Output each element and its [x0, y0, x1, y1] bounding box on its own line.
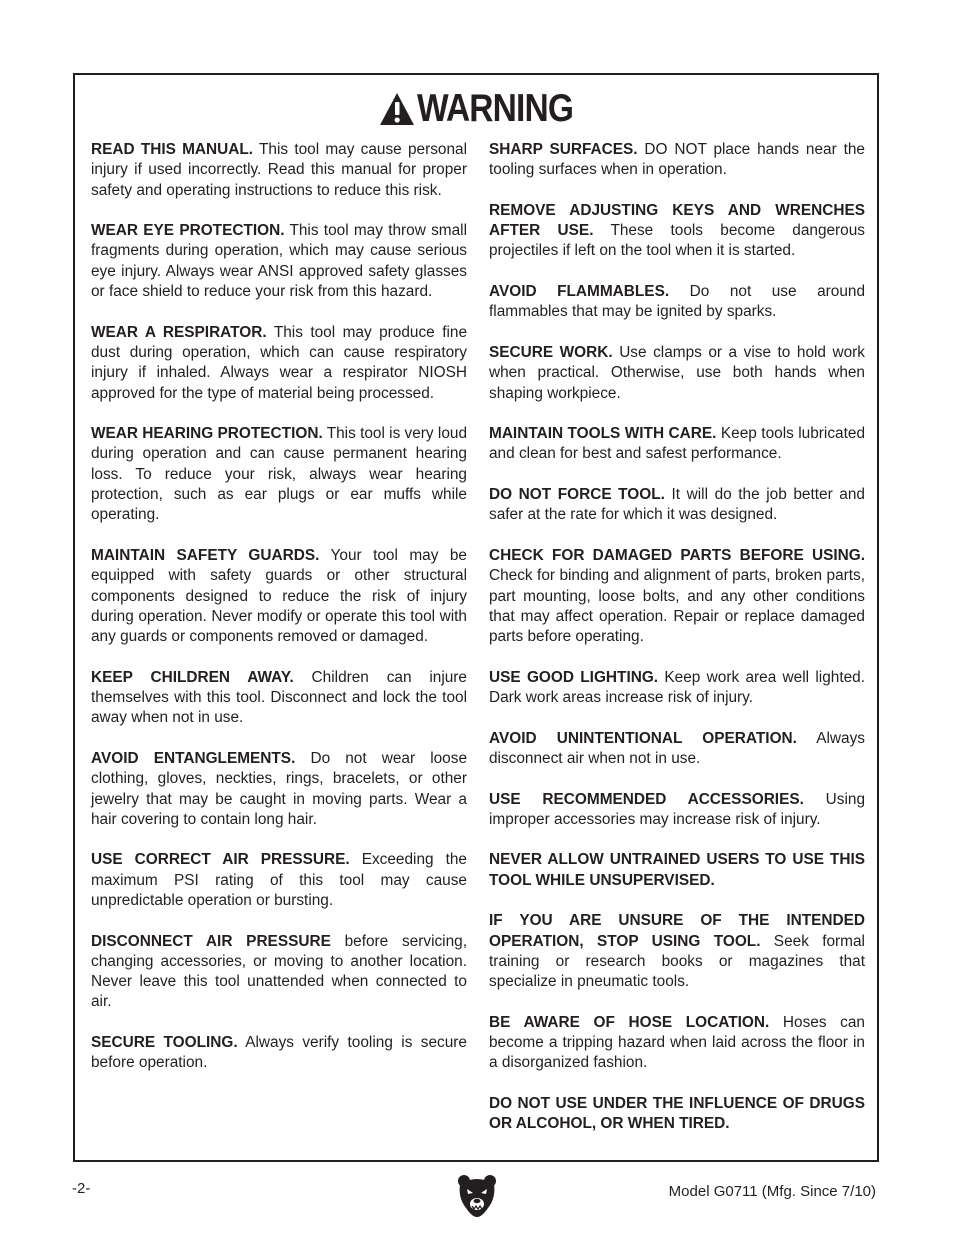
warning-item-heading: WEAR HEARING PROTECTION. [91, 425, 323, 443]
warning-heading: WARNING [417, 87, 574, 130]
warning-item-heading: AVOID ENTANGLEMENTS. [91, 749, 296, 767]
warning-item-text: Using improper accessories may increase risk of injury. [489, 790, 865, 828]
warning-item-heading: BE AWARE OF HOSE LOCATION. [489, 1013, 770, 1031]
warning-item-text: Always verify tooling is secure before operation. [91, 1034, 467, 1072]
warning-item-heading: AVOID FLAMMABLES. [489, 283, 670, 301]
warning-item [91, 323, 467, 404]
warning-item-heading: WEAR A RESPIRATOR. [91, 323, 267, 341]
warning-item [489, 911, 865, 992]
warning-item [489, 485, 865, 526]
warning-item-text: Exceeding the maximum PSI rating of this tool may cause unpredictable operation or bursting. [91, 851, 467, 909]
warning-item-heading: SHARP SURFACES. [489, 141, 638, 158]
warning-item-text: before servicing, changing accessories, or moving to another location. Never leave this tool unattended when connected to air. [91, 932, 467, 1011]
warning-item-text: It will do the job better and safer at the rate for which it was designed. [489, 486, 865, 524]
warning-item-text: Seek formal training or research books or magazines that specialize in pneumatic tools. [489, 932, 865, 991]
right-column [489, 140, 865, 1155]
warning-item [489, 282, 865, 323]
warning-item [489, 850, 865, 891]
warning-item-heading: DO NOT USE UNDER THE INFLUENCE OF DRUGS OR ALCOHOL, OR WHEN TIRED. [489, 1094, 865, 1133]
warning-box [73, 73, 879, 1162]
warning-item-text: Keep work area well lighted. Dark work areas increase risk of injury. [489, 668, 866, 707]
warning-title [75, 89, 877, 129]
warning-item-text: DO NOT place hands near the tooling surfaces when in operation. [489, 141, 865, 179]
warning-item-text: Check for binding and alignment of parts, broken parts, part mounting, loose bolts, and any other conditions that may affect operation. Repair or replace damaged parts before operating. [489, 567, 865, 646]
warning-item-heading: AVOID UNINTENTIONAL OPERATION. [489, 729, 797, 747]
warning-item [91, 424, 467, 525]
warning-item-heading: USE CORRECT AIR PRESSURE. [91, 851, 350, 869]
warning-item-text: Your tool may be equipped with safety guards or other structural components designed to reduce the risk of injury during operation. Never modify or operate this tool with any guards or components removed or damaged. [91, 546, 467, 646]
warning-item-text: This tool may throw small fragments during operation, which may cause serious eye injury. Always wear ANSI approved safety glasses or face shield to reduce your risk from this hazard. [91, 222, 467, 301]
warning-item-text: This tool may cause personal injury if used incorrectly. Read this manual for proper safety and operating instructions to reduce this risk. [91, 141, 467, 199]
warning-item-heading: MAINTAIN SAFETY GUARDS. [91, 546, 320, 564]
warning-item-heading: DISCONNECT AIR PRESSURE [91, 932, 331, 950]
warning-item [489, 790, 865, 831]
warning-item-text: These tools become dangerous projectiles if left on the tool when it is started. [489, 222, 865, 260]
warning-item-heading: NEVER ALLOW UNTRAINED USERS TO USE THIS TOOL WHILE UNSUPERVISED. [489, 851, 865, 889]
warning-item [489, 201, 865, 262]
warning-item-text: Do not use around flammables that may be ignited by sparks. [489, 283, 865, 321]
warning-item-heading: IF YOU ARE UNSURE OF THE INTENDED OPERATION, STOP USING TOOL. [489, 912, 865, 950]
warning-item-heading: READ THIS MANUAL. [91, 141, 254, 158]
warning-item-heading: CHECK FOR DAMAGED PARTS BEFORE USING. [489, 546, 865, 564]
warning-item [91, 850, 467, 911]
warning-item-heading: KEEP CHILDREN AWAY. [91, 668, 294, 686]
warning-item-text: Hoses can become a tripping hazard when laid across the floor in a disorganized fashion. [489, 1013, 865, 1072]
warning-item [91, 749, 467, 830]
warning-item [489, 424, 865, 465]
warning-item [489, 343, 865, 404]
warning-item [91, 140, 467, 201]
warning-item-heading: SECURE TOOLING. [91, 1034, 238, 1052]
warning-item [489, 140, 865, 181]
warning-item-heading: REMOVE ADJUSTING KEYS AND WRENCHES AFTER USE. [489, 201, 865, 240]
warning-item-heading: USE GOOD LIGHTING. [489, 668, 659, 686]
warning-item [91, 1033, 467, 1074]
warning-item [489, 729, 865, 770]
warning-item-heading: USE RECOMMENDED ACCESSORIES. [489, 790, 804, 808]
warning-item-heading: WEAR EYE PROTECTION. [91, 222, 285, 240]
warning-item-text: Children can injure themselves with this tool. Disconnect and lock the tool away when not in use. [91, 668, 467, 727]
warning-item [489, 546, 865, 647]
warning-item [91, 932, 467, 1013]
bear-logo-icon [456, 1174, 498, 1223]
warning-item-heading: DO NOT FORCE TOOL. [489, 486, 665, 504]
model-label: Model G0711 (Mfg. Since 7/10) [668, 1183, 876, 1200]
warning-item [489, 668, 865, 709]
warning-item-heading: MAINTAIN TOOLS WITH CARE. [489, 425, 717, 443]
warning-item-text: This tool is very loud during operation and can cause permanent hearing loss. To reduce your risk, always wear hearing protection, such as ear plugs or ear muffs while operating. [91, 425, 467, 524]
warning-item-text: Do not wear loose clothing, gloves, neckties, rings, bracelets, or other jewelry that may be caught in moving parts. Wear a hair covering to contain long hair. [91, 749, 467, 828]
warning-item [91, 546, 467, 647]
warning-item [91, 668, 467, 729]
warning-item-heading: SECURE WORK. [489, 343, 613, 361]
left-column [91, 140, 467, 1094]
warning-item [489, 1013, 865, 1074]
warning-item-text: Always disconnect air when not in use. [489, 729, 865, 767]
warning-item [91, 221, 467, 302]
warning-item-text: Use clamps or a vise to hold work when practical. Otherwise, use both hands when shaping workpiece. [489, 343, 865, 402]
warning-item-text: This tool may produce fine dust during operation, which can cause respiratory injury if inhaled. Always wear a respirator NIOSH approved for the type of material being processed. [91, 323, 468, 402]
warning-triangle-icon [379, 92, 415, 126]
page-number: -2- [72, 1180, 91, 1197]
warning-item-text: Keep tools lubricated and clean for best and safest performance. [489, 425, 865, 463]
warning-item [489, 1094, 865, 1135]
